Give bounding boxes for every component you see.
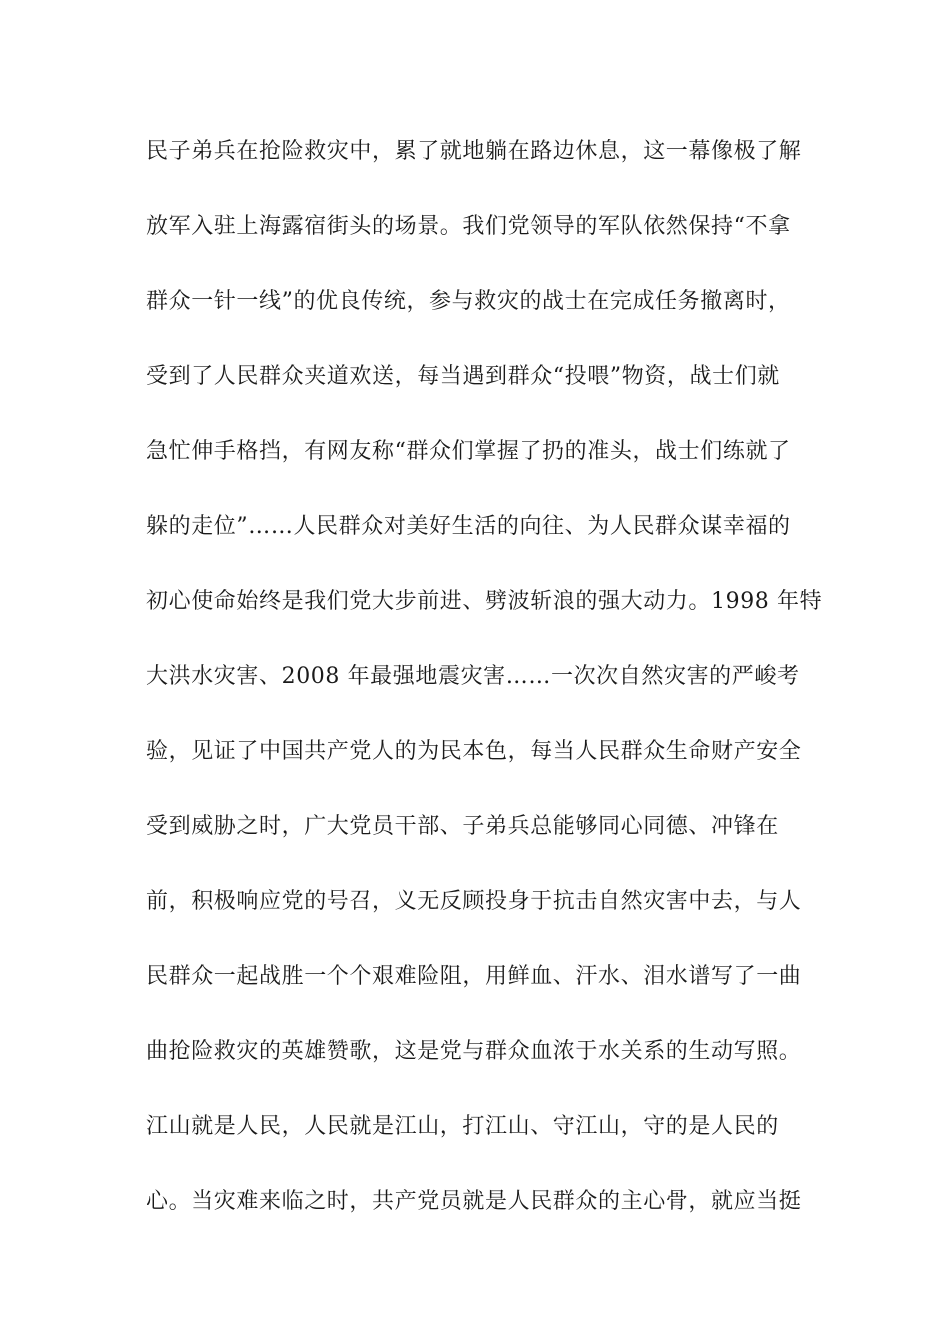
text-line: 民子弟兵在抢险救灾中，累了就地躺在路边休息，这一幕像极了解 xyxy=(146,139,802,164)
text-line: 民群众一起战胜一个个艰难险阻，用鲜血、汗水、泪水谱写了一曲 xyxy=(146,964,802,989)
text-line: 急忙伸手格挡，有网友称“群众们掌握了扔的准头，战士们练就了 xyxy=(146,439,791,464)
text-line: 江山就是人民，人民就是江山，打江山、守江山，守的是人民的 xyxy=(146,1114,779,1139)
text-line: 前，积极响应党的号召，义无反顾投身于抗击自然灾害中去，与人 xyxy=(146,889,802,914)
text-line: 初心使命始终是我们党大步前进、劈波斩浪的强大动力。1998 年特 xyxy=(146,589,823,614)
text-line: 心。当灾难来临之时，共产党员就是人民群众的主心骨，就应当挺 xyxy=(146,1189,802,1214)
text-line: 大洪水灾害、2008 年最强地震灾害……一次次自然灾害的严峻考 xyxy=(146,664,800,689)
text-line: 群众一针一线”的优良传统，参与救灾的战士在完成任务撤离时， xyxy=(146,289,791,314)
text-line: 放军入驻上海露宿街头的场景。我们党领导的军队依然保持“不拿 xyxy=(146,214,791,239)
text-line: 受到了人民群众夹道欢送，每当遇到群众“投喂”物资，战士们就 xyxy=(146,364,780,389)
body-paragraph xyxy=(146,130,823,1255)
text-line: 曲抢险救灾的英雄赞歌，这是党与群众血浓于水关系的生动写照。 xyxy=(146,1039,802,1064)
text-line: 受到威胁之时，广大党员干部、子弟兵总能够同心同德、冲锋在 xyxy=(146,814,779,839)
text-line: 验，见证了中国共产党人的为民本色，每当人民群众生命财产安全 xyxy=(146,739,802,764)
text-line: 躲的走位”……人民群众对美好生活的向往、为人民群众谋幸福的 xyxy=(146,514,791,539)
